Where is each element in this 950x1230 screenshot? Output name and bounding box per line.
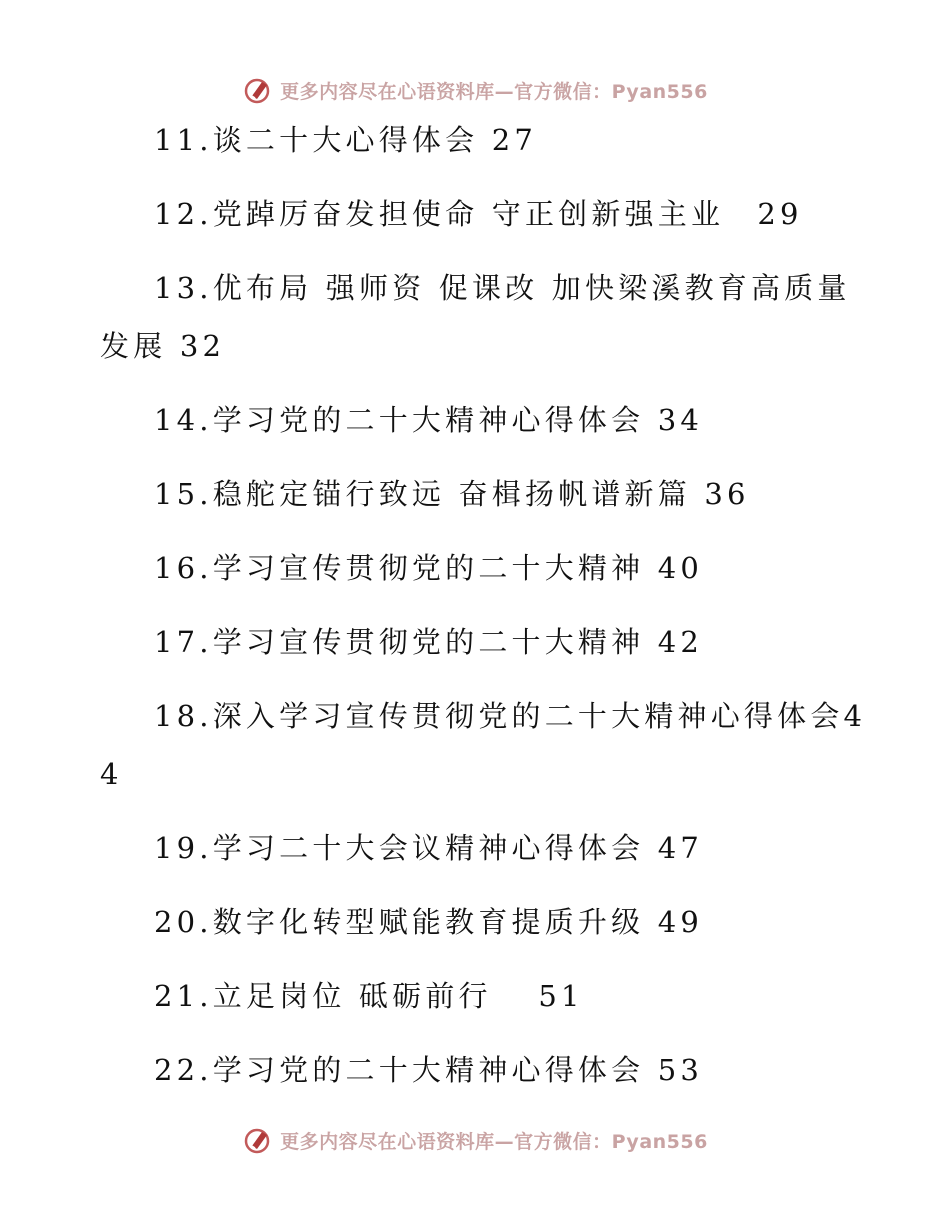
table-of-contents (100, 111, 870, 1115)
toc-item-20[interactable]: 20.数字化转型赋能教育提质升级 49 (154, 905, 704, 939)
toc-item-12[interactable]: 12.党踔厉奋发担使命 守正创新强主业 29 (154, 197, 803, 231)
watermark-text: 更多内容尽在心语资料库—官方微信：Pyan556 (280, 1130, 708, 1153)
toc-item-17[interactable]: 17.学习宣传贯彻党的二十大精神 42 (154, 625, 704, 659)
pen-nib-logo-icon (242, 74, 274, 106)
toc-item-16[interactable]: 16.学习宣传贯彻党的二十大精神 40 (154, 551, 704, 585)
toc-item-21[interactable]: 21.立足岗位 砥砺前行 51 (154, 979, 584, 1013)
toc-item-11[interactable]: 11.谈二十大心得体会 27 (154, 123, 538, 157)
toc-item-18[interactable]: 18.深入学习宣传贯彻党的二十大精神心得体会44 (100, 699, 867, 791)
toc-item-14[interactable]: 14.学习党的二十大精神心得体会 34 (154, 403, 704, 437)
toc-item-22[interactable]: 22.学习党的二十大精神心得体会 53 (154, 1053, 704, 1087)
watermark-text: 更多内容尽在心语资料库—官方微信：Pyan556 (280, 80, 708, 103)
footer-watermark (0, 1120, 950, 1160)
header-watermark (0, 70, 950, 110)
toc-item-19[interactable]: 19.学习二十大会议精神心得体会 47 (154, 831, 704, 865)
toc-item-13[interactable]: 13.优布局 强师资 促课改 加快梁溪教育高质量发展 32 (100, 271, 851, 363)
toc-item-15[interactable]: 15.稳舵定锚行致远 奋楫扬帆谱新篇 36 (154, 477, 750, 511)
pen-nib-logo-icon (242, 1124, 274, 1156)
